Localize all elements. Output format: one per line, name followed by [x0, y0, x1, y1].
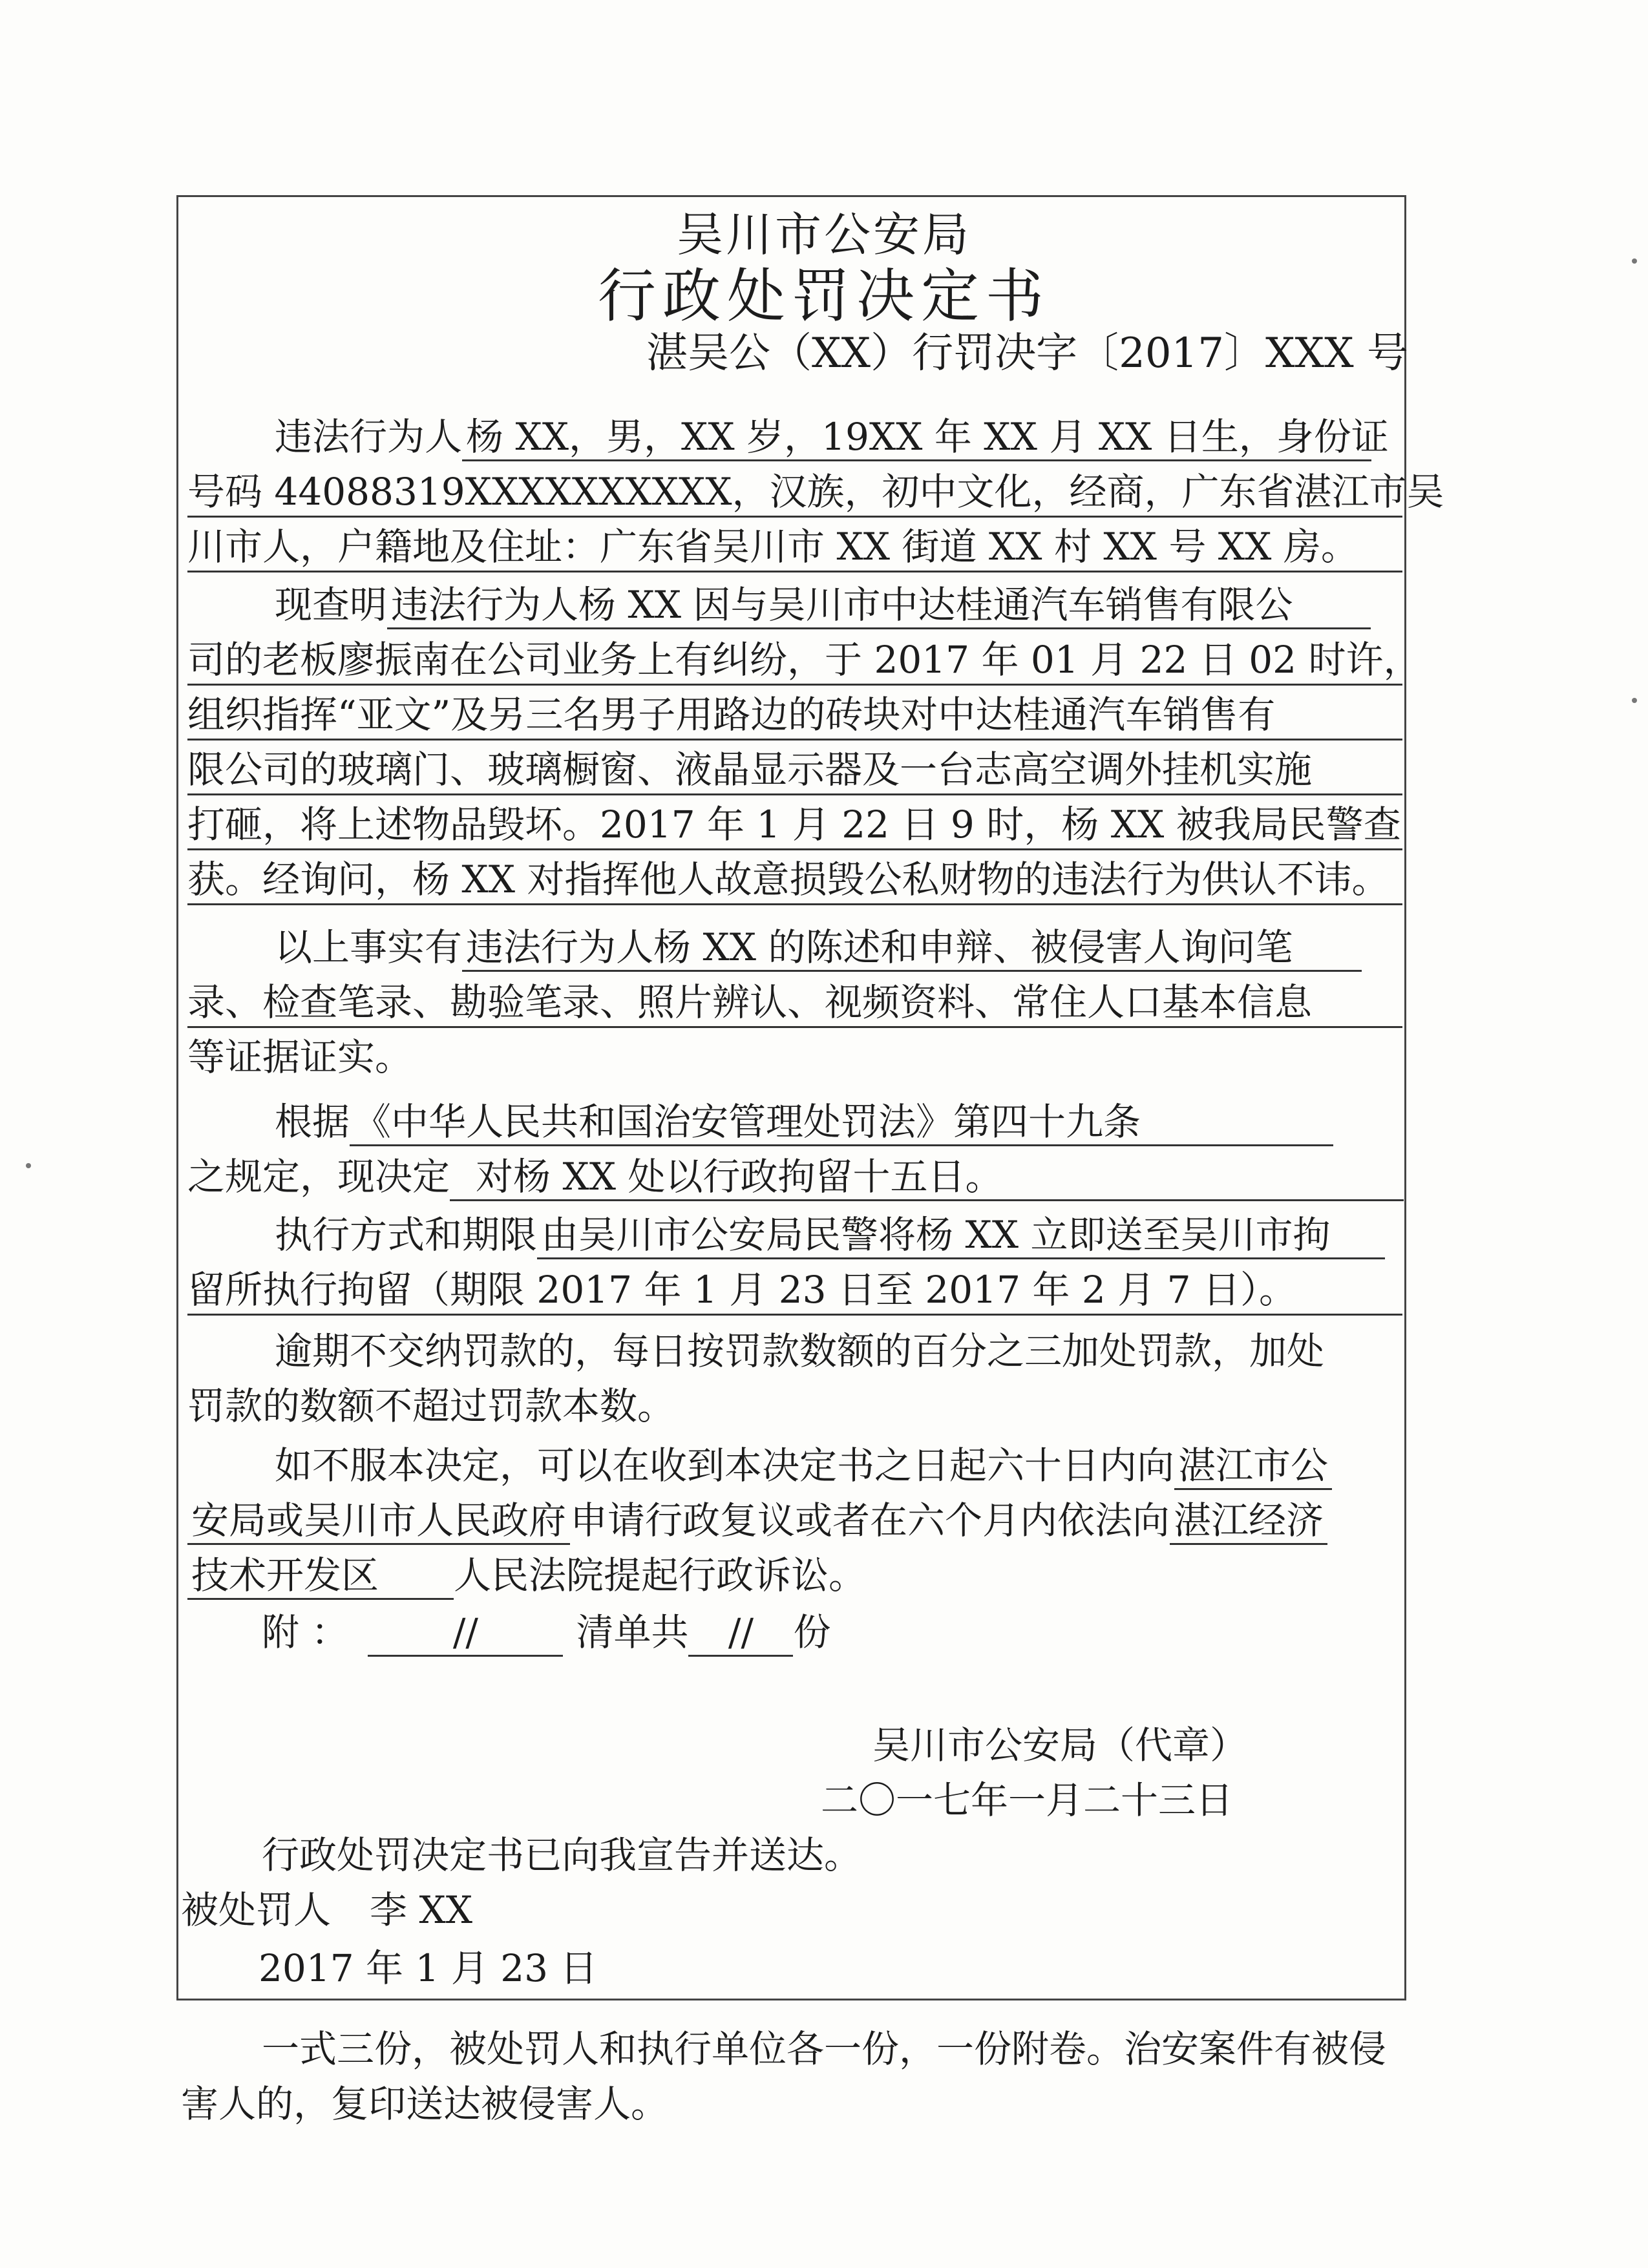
appeal-text-2: 申请行政复议或者在六个月内依法向 — [570, 1498, 1170, 1542]
evidence-line-2: 录、检查笔录、勘验笔录、照片辨认、视频资料、常住人口基本信息 — [187, 980, 1313, 1024]
law-reference: 《中华人民共和国治安管理处罚法》第四十九条 — [350, 1099, 1333, 1146]
scan-speck — [1632, 698, 1637, 703]
execution-line-2: 留所执行拘留（期限 2017 年 1 月 23 日至 2017 年 2 月 7 日）。 — [187, 1268, 1296, 1312]
attachment-line — [262, 1609, 830, 1657]
appeal-authority-1: 湛江市公 — [1174, 1443, 1332, 1490]
receipt-statement: 行政处罚决定书已向我宣告并送达。 — [262, 1833, 862, 1877]
appeal-text-1: 如不服本决定，可以在收到本决定书之日起六十日内向 — [275, 1444, 1175, 1487]
evidence-line-1 — [275, 924, 1362, 972]
findings-line-2: 司的老板廖振南在公司业务上有纠纷，于 2017 年 01 月 22 日 02 时许， — [187, 638, 1421, 682]
document-title: 行政处罚决定书 — [598, 262, 1050, 330]
appeal-authority-2: 安局或吴川市人民政府 — [187, 1498, 570, 1545]
decision-line — [187, 1153, 1404, 1201]
findings-line-4: 限公司的玻璃门、玻璃橱窗、液晶显示器及一台志高空调外挂机实施 — [187, 748, 1313, 792]
findings-line-3: 组织指挥“亚文”及另三名男子用路边的砖块对中达桂通汽车销售有 — [187, 693, 1276, 737]
execution-text: 由吴川市公安局民警将杨 XX 立即送至吴川市拘 — [537, 1212, 1385, 1259]
offender-line-2: 号码 44088319XXXXXXXXXX，汉族，初中文化，经商，广东省湛江市吴 — [187, 470, 1444, 514]
scan-speck — [1632, 258, 1637, 264]
issue-date: 二〇一七年一月二十三日 — [821, 1778, 1234, 1822]
attachment-unit: 份 — [793, 1610, 831, 1654]
underline — [187, 793, 1402, 795]
underline — [187, 848, 1402, 850]
receipt-person-label: 被处罚人 — [181, 1888, 332, 1932]
findings-label: 现查明 — [275, 583, 388, 627]
execution-line-1 — [275, 1212, 1385, 1259]
issuing-authority: 吴川市公安局 — [676, 207, 971, 262]
footer-line-1: 一式三份，被处罚人和执行单位各一份，一份附卷。治安案件有被侵 — [262, 2027, 1387, 2071]
underline — [187, 903, 1402, 905]
underline — [187, 739, 1402, 740]
appeal-court-1: 湛江经济 — [1170, 1498, 1327, 1545]
findings-line-5: 打砸，将上述物品毁坏。2017 年 1 月 22 日 9 时，杨 XX 被我局民警查 — [187, 803, 1401, 846]
underline — [187, 1026, 1402, 1028]
underline — [187, 571, 1402, 572]
offender-label: 违法行为人 — [275, 415, 463, 459]
appeal-line-3 — [187, 1552, 866, 1600]
underline — [187, 1314, 1402, 1316]
overdue-line-2: 罚款的数额不超过罚款本数。 — [187, 1384, 675, 1428]
evidence-text: 违法行为人杨 XX 的陈述和申辩、被侵害人询问笔 — [462, 925, 1362, 972]
evidence-label: 以上事实有 — [275, 925, 463, 969]
issuer-seal: 吴川市公安局（代章） — [872, 1723, 1248, 1767]
receipt-date: 2017 年 1 月 23 日 — [259, 1946, 598, 1990]
appeal-court-2: 技术开发区 — [187, 1553, 454, 1600]
overdue-line-1: 逾期不交纳罚款的，每日按罚款数额的百分之三加处罚款，加处 — [275, 1329, 1325, 1373]
decision-text: 对杨 XX 处以行政拘留十五日。 — [450, 1154, 1404, 1201]
underline — [187, 516, 1402, 518]
footer-line-2: 害人的，复印送达被侵害人。 — [181, 2082, 669, 2126]
findings-line-1 — [275, 582, 1371, 629]
offender-line-1 — [275, 414, 1389, 461]
decision-label: 之规定，现决定 — [187, 1155, 450, 1199]
findings-text: 违法行为人杨 XX 因与吴川市中达桂通汽车销售有限公 — [387, 582, 1371, 629]
basis-line — [275, 1098, 1333, 1146]
document-number: 湛吴公（XX）行罚决字〔2017〕XXX 号 — [646, 330, 1409, 377]
scan-speck — [26, 1163, 31, 1168]
receipt-person — [181, 1887, 472, 1933]
offender-info: 杨 XX，男，XX 岁，19XX 年 XX 月 XX 日生，身份证 — [462, 414, 1371, 461]
underline — [187, 684, 1402, 686]
receipt-person-name: 李 XX — [370, 1888, 473, 1932]
offender-line-3: 川市人，户籍地及住址：广东省吴川市 XX 街道 XX 村 XX 号 XX 房。 — [187, 525, 1358, 569]
appeal-line-1 — [275, 1442, 1332, 1490]
attachment-copies: // — [688, 1610, 793, 1657]
appeal-line-2 — [187, 1497, 1327, 1545]
attachment-count: // — [368, 1610, 563, 1657]
execution-label: 执行方式和期限 — [275, 1213, 538, 1257]
basis-label: 根据 — [275, 1100, 350, 1144]
attachment-label: 附 ： — [262, 1610, 349, 1654]
attachment-middle: 清单共 — [576, 1610, 689, 1654]
findings-line-6: 获。经询问，杨 XX 对指挥他人故意损毁公私财物的违法行为供认不讳。 — [187, 857, 1389, 901]
appeal-text-3: 人民法院提起行政诉讼。 — [454, 1553, 867, 1597]
evidence-line-3: 等证据证实。 — [187, 1035, 413, 1079]
